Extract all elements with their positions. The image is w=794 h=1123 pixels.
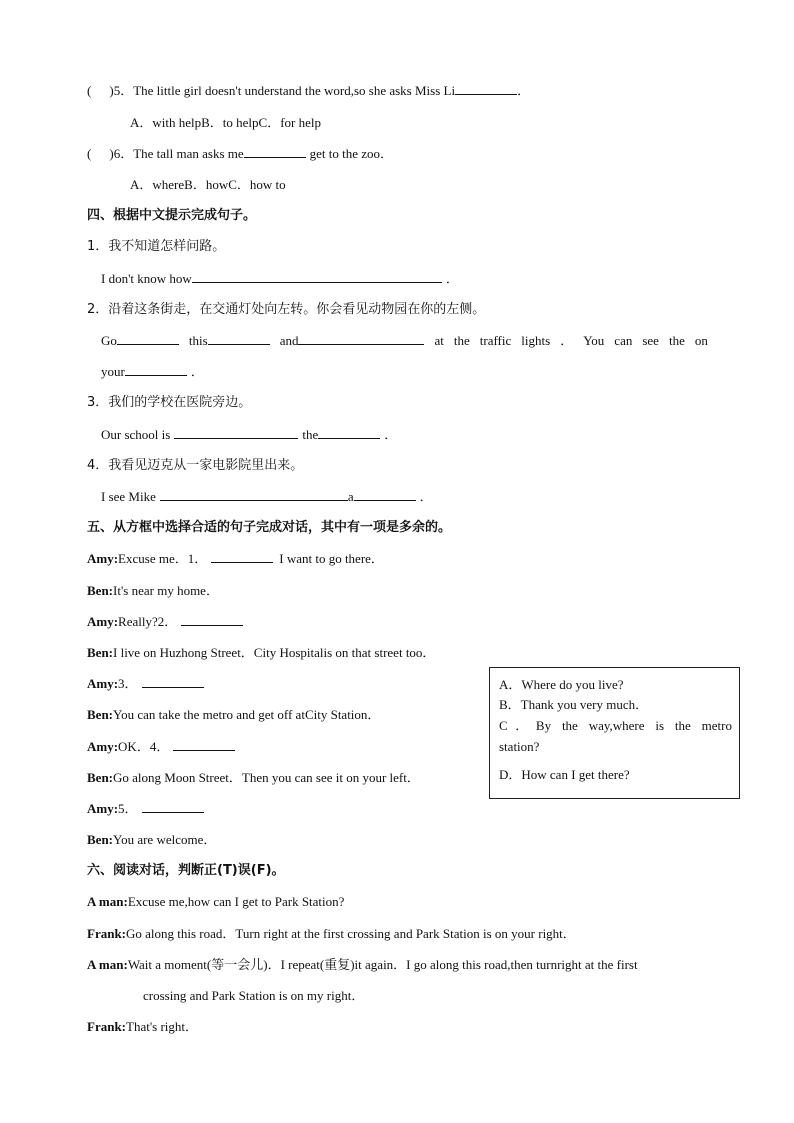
question-5-text: 5．The little girl doesn't understand the word,so she asks Miss Li xyxy=(113,83,456,98)
option-d: D．How can I get there? xyxy=(499,767,630,782)
answer-blank[interactable] xyxy=(142,800,204,813)
sec4-item-2-en: Go this and at the traffic lights ． You can see the on xyxy=(101,333,708,348)
answer-blank[interactable] xyxy=(142,675,204,688)
dialog-line: Ben:I live on Huzhong Street．City Hospitalis on that street too． xyxy=(87,645,436,660)
dialog-line: Amy:Excuse me．1． I want to go there． xyxy=(87,551,384,566)
sec4-item-4-cn: 4．我看见迈克从一家电影院里出来。 xyxy=(87,458,304,473)
options-box xyxy=(489,667,740,799)
section-5-title: 五、从方框中选择合适的句子完成对话，其中有一项是多余的。 xyxy=(87,520,452,535)
answer-paren-close: ) xyxy=(109,83,114,98)
dialog-line: crossing and Park Station is on my right． xyxy=(143,988,365,1003)
sec4-item-3-cn: 3．我们的学校在医院旁边。 xyxy=(87,395,252,410)
dialog-line: Frank:That's right． xyxy=(87,1019,199,1034)
question-6-text: 6．The tall man asks me xyxy=(113,146,244,161)
option-b: B．Thank you very much． xyxy=(499,697,649,712)
question-6-options: A．whereB．howC．how to xyxy=(130,177,286,192)
option-a: A．Where do you live? xyxy=(499,677,624,692)
answer-blank[interactable] xyxy=(160,488,348,501)
answer-blank[interactable] xyxy=(181,613,243,626)
question-5: ( )5．The little girl doesn't understand the word,so she asks Miss Li ． xyxy=(87,83,531,98)
dialog-line: Ben:You can take the metro and get off atCity Station． xyxy=(87,707,381,722)
dialog-line: Frank:Go along this road．Turn right at the first crossing and Park Station is on your right． xyxy=(87,926,576,941)
answer-blank[interactable] xyxy=(455,82,517,95)
sec4-item-1-cn: 1．我不知道怎样问路。 xyxy=(87,239,226,254)
dialog-line: A man:Wait a moment(等一会儿)．I repeat(重复)it again．I go along this road,then turnright at the first xyxy=(87,957,638,972)
sec4-item-2-cn: 2．沿着这条街走，在交通灯处向左转。你会看见动物园在你的左侧。 xyxy=(87,302,486,317)
dialog-line: Amy:3． xyxy=(87,675,204,693)
section-6-title: 六、阅读对话，判断正(T)误(F)。 xyxy=(87,863,285,878)
answer-blank[interactable] xyxy=(318,426,380,439)
answer-paren-open: ( xyxy=(87,83,92,98)
dialog-line: Amy:5． xyxy=(87,800,204,818)
section-4-title: 四、根据中文提示完成句子。 xyxy=(87,208,257,223)
dialog-line: Amy:Really?2． xyxy=(87,613,243,631)
answer-blank[interactable] xyxy=(125,363,187,376)
option-c-cont: station? xyxy=(499,739,540,754)
dialog-line: Amy:OK．4． xyxy=(87,738,235,756)
sec4-item-4-en: I see Mike a ． xyxy=(101,489,433,504)
answer-blank[interactable] xyxy=(298,332,424,345)
question-5-options: A．with helpB．to helpC．for help xyxy=(130,115,322,130)
answer-blank[interactable] xyxy=(173,738,235,751)
answer-blank[interactable] xyxy=(117,332,179,345)
answer-blank[interactable] xyxy=(208,332,270,345)
answer-blank[interactable] xyxy=(354,488,416,501)
answer-blank[interactable] xyxy=(244,145,306,158)
answer-blank[interactable] xyxy=(192,270,442,283)
answer-paren-close: ) xyxy=(109,146,114,161)
question-6: ( )6．The tall man asks me get to the zoo． xyxy=(87,146,394,161)
option-c: C．By the way,where is the metro xyxy=(499,718,732,733)
dialog-line: Ben:You are welcome． xyxy=(87,832,217,847)
answer-blank[interactable] xyxy=(174,426,298,439)
answer-blank[interactable] xyxy=(211,550,273,563)
sec4-item-2-en-line2: your ． xyxy=(101,364,204,379)
dialog-line: Ben:It's near my home． xyxy=(87,583,219,598)
answer-paren-open: ( xyxy=(87,146,92,161)
dialog-line: Ben:Go along Moon Street．Then you can see it on your left． xyxy=(87,770,420,785)
sec4-item-3-en: Our school is the ． xyxy=(101,427,398,442)
dialog-line: A man:Excuse me,how can I get to Park Station? xyxy=(87,894,345,909)
sec4-item-1-en: I don't know how ． xyxy=(101,271,459,286)
